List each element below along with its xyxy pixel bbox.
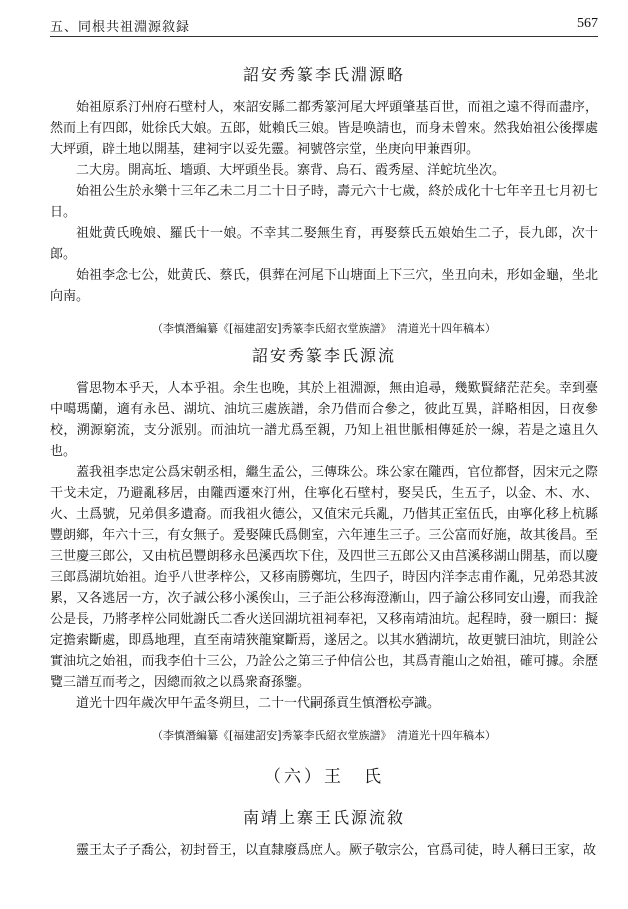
paragraph: 蓋我祖李忠定公爲宋朝丞相，繼生孟公，三傳珠公。珠公家在隴西，官位都督，因宋元之際干戈未定，乃避亂移居，由隴西遷來汀州，住寧化石壁村，娶吴氏，生五子，以金、木、水、火、土爲號，兄弟俱多遺裔。而我祖火德公，又值宋元兵亂，乃偕其正室伍氏，由寧化移上杭縣豐朗鄉，年六十三，有女無子。爰娶陳氏爲側室，六年連生三子。三公富而好施，故其後昌。至三世慶三郎公，又由杭邑豐朗移永邑溪西坎下住，及四世三五郎公又由莒溪移湖山開基，而以慶三郎爲湖坑始祖。迨乎八世孝梓公，又移南勝鄭坑，生四子，時因内洋李志甫作亂，兄弟恐其波累，又各逃居一方，次子誠公移小溪俟山，三子詎公移海澄漸山，四子諭公移同安山邊，而我詮公是長，乃將孝梓公同妣謝氏二香火送回湖坑祖祠奉祀，又移南靖油坑。起程時，發一願曰：擬定擔索斷處，即爲地理，直至南靖狹龍窠斷焉，遂居之。以其水猶湖坑，故更號曰油坑，則詮公實油坑之始祖，而我李伯十三公，乃詮公之第三子仲信公也，其爲青龍山之始祖，確可據。余歷覽三譜互而考之，因總而敘之以爲衆裔孫鑒。 bbox=[50, 465, 598, 690]
chapter-heading: （六）王 氏 bbox=[264, 767, 384, 787]
running-header bbox=[50, 14, 598, 37]
source-citation: （李慎潛編纂《[福建詔安]秀篆李氏紹衣堂族譜》 清道光十四年稿本） bbox=[151, 729, 497, 742]
page-body bbox=[50, 44, 598, 861]
paragraph: 二大房。開高坵、墻頭、大坪頭坐長。寨背、烏石、霞秀屋、洋蛇坑坐次。 bbox=[76, 163, 506, 178]
paragraph: 始祖公生於永樂十三年乙未二月二十日子時，壽元六十七歲，終於成化十七年辛丑七月初七日。 bbox=[50, 184, 598, 220]
paragraph: 道光十四年歲次甲午孟冬朔旦，二十一代嗣孫貢生慎潛松亭識。 bbox=[76, 696, 441, 711]
paragraph: 靈王太子子喬公，初封晉王，以直隸廢爲庶人。厥子敬宗公，官爲司徒，時人稱曰王家，故 bbox=[76, 843, 597, 858]
paragraph: 始祖李念七公，妣黄氏、蔡氏，俱葬在河尾下山塘面上下三穴，坐丑向未，形如金龜，坐北向南。 bbox=[50, 268, 598, 304]
header-chapter-title: 五、同根共祖淵源敘録 bbox=[50, 20, 191, 35]
section-title: 詔安秀篆李氏源流 bbox=[251, 346, 396, 365]
paragraph: 嘗思物本乎天，人本乎祖。余生也晚，其於上祖淵源，無由追尋，幾歎賢緒茫茫矣。幸到臺中噶瑪蘭，適有永邑、湖坑、油坑三處族譜，余乃借而合參之，彼此互異，詳略相因，日夜參校，溯源窮流，支分派别。而油坑一譜尤爲至親，乃知上祖世脈相傳延於一線，若是之遠且久也。 bbox=[50, 381, 598, 459]
paragraph: 祖妣黄氏晚娘、羅氏十一娘。不幸其二娶無生育，再娶蔡氏五娘始生二子，長九郎，次十郎。 bbox=[50, 226, 598, 262]
section-title: 南靖上寨王氏源流敘 bbox=[242, 808, 405, 827]
paragraph: 始祖原系汀州府石壁村人，來詔安縣二都秀篆河尾大坪頭肇基百世，而祖之遠不得而盡序，然而上有四郎，妣徐氏大娘。五郎，妣賴氏三娘。皆是唤請也，而身未曾來。然我始祖公後擇處大坪頭，辟土地以開基，建祠宇以妥先靈。祠號啓宗堂，坐庚向甲兼酉卯。 bbox=[50, 100, 598, 157]
source-citation: （李慎潛編纂《[福建詔安]秀篆李氏紹衣堂族譜》 清道光十四年稿本） bbox=[151, 322, 497, 335]
page-number: 567 bbox=[577, 16, 598, 31]
section-title: 詔安秀篆李氏淵源略 bbox=[242, 65, 405, 84]
